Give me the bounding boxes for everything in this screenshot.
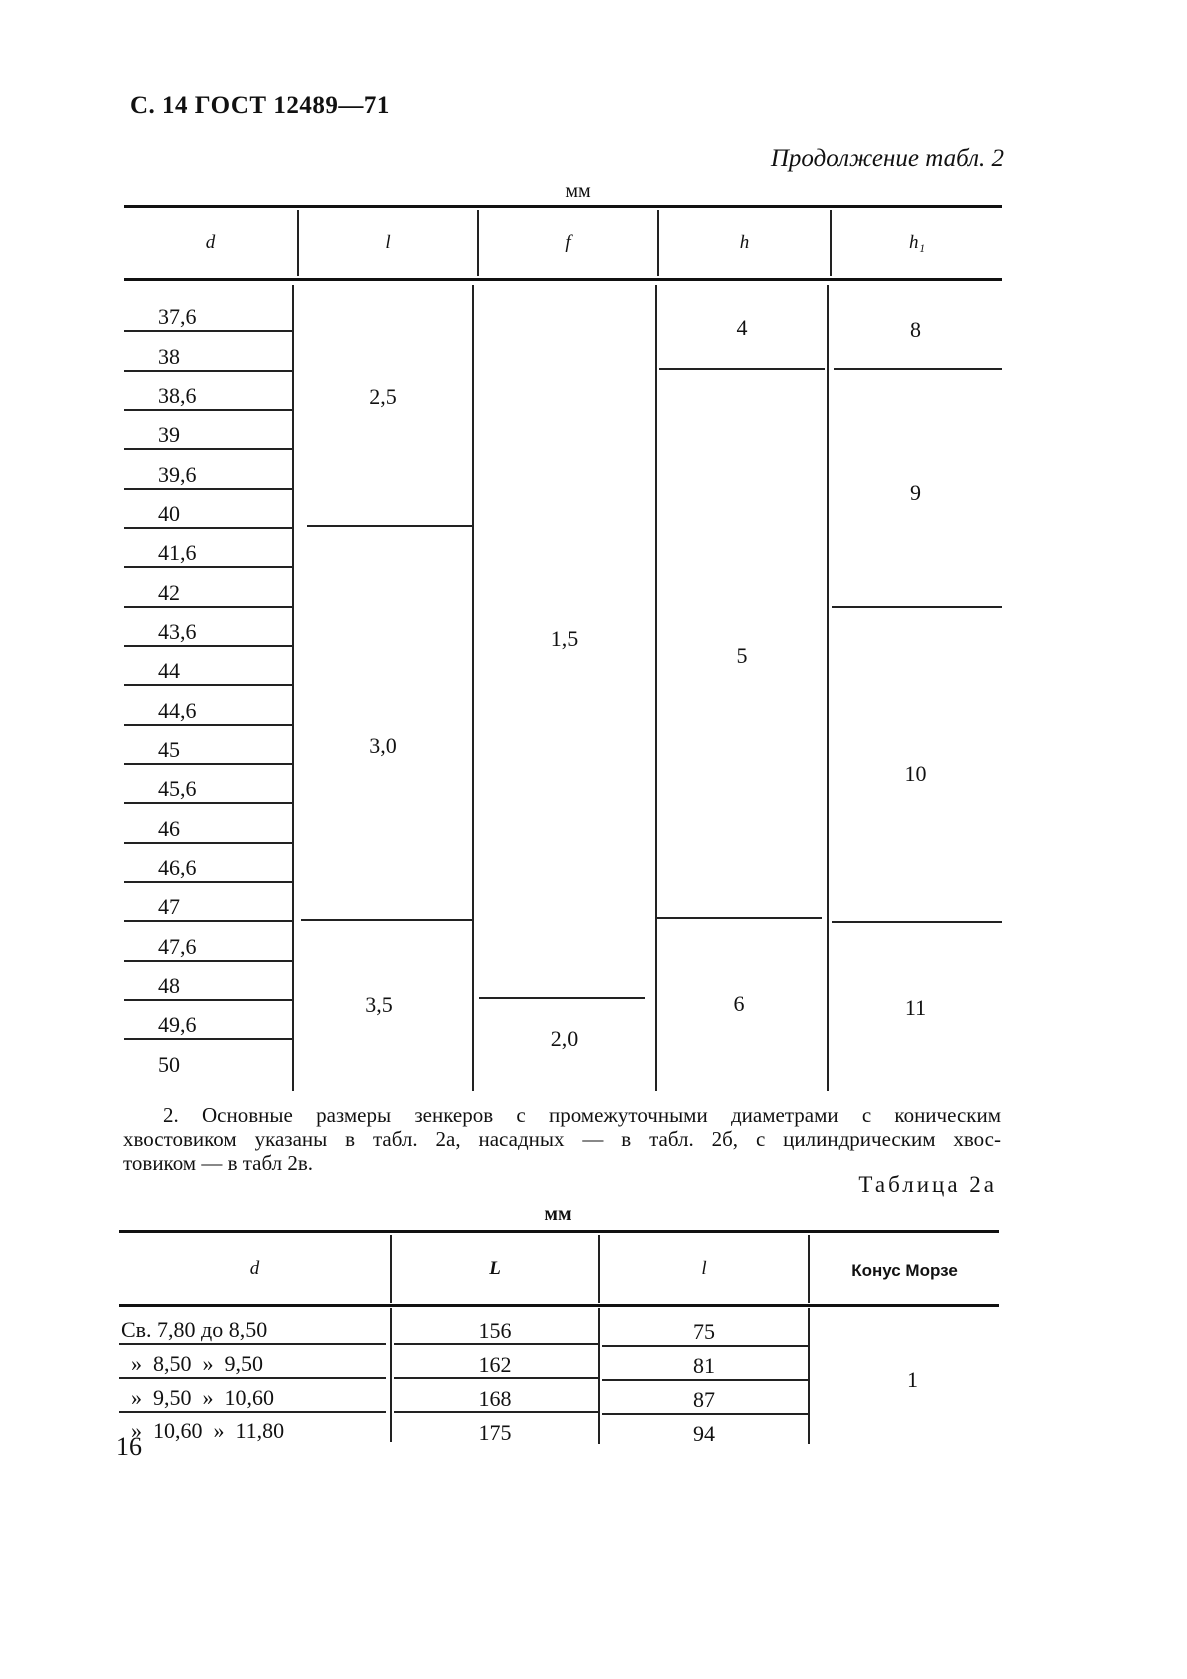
- paragraph-line: товиком — в табл 2в.: [123, 1151, 314, 1175]
- table-cell-d: 47,6: [158, 934, 197, 959]
- table-cell-L: 168: [478, 1386, 512, 1411]
- table-cell-d: 39: [158, 422, 180, 447]
- table-caption: Таблица 2а: [858, 1172, 997, 1197]
- table-continuation-caption: Продолжение табл. 2: [770, 145, 1004, 172]
- table-cell-l: 2,5: [369, 384, 397, 409]
- paragraph-line: 2. Основные размеры зенкеров с промежуточными диаметрами с коническим: [163, 1103, 1001, 1127]
- column-header-d: d: [249, 1258, 260, 1279]
- table-cell-l: 3,5: [365, 992, 393, 1017]
- table-cell-d: 38: [158, 344, 180, 369]
- table-cell-h1: 10: [904, 761, 927, 786]
- table-cell-l: 81: [693, 1353, 715, 1378]
- column-header-h: h: [739, 232, 750, 253]
- table-cell-d: Св. 7,80 до 8,50: [121, 1317, 268, 1342]
- table-cell-d: 50: [158, 1052, 180, 1077]
- table-cell-d: 49,6: [158, 1012, 197, 1037]
- table-cell-l: 87: [693, 1387, 715, 1412]
- column-header-morse-cone: Конус Морзе: [851, 1261, 958, 1280]
- table-cell-l: 3,0: [369, 733, 397, 758]
- page-number: 16: [116, 1432, 142, 1461]
- column-header-L: L: [489, 1258, 501, 1279]
- table-cell-d: 40: [158, 501, 180, 526]
- column-header-h1: h₁: [908, 232, 926, 253]
- table-cell-d: » 9,50 » 10,60: [131, 1385, 274, 1410]
- table-cell-l: 94: [693, 1421, 715, 1446]
- table-cell-h1: 8: [910, 317, 921, 342]
- table-cell-d: 41,6: [158, 540, 197, 565]
- table-cell-h: 4: [736, 315, 748, 340]
- table-cell-f: 1,5: [550, 626, 579, 651]
- table-cell-h: 5: [736, 643, 748, 668]
- table-cell-d: 44: [158, 658, 180, 683]
- units-label: мм: [565, 180, 591, 202]
- table-cell-L: 162: [478, 1352, 512, 1377]
- column-header-f: f: [565, 232, 571, 253]
- table-cell-l: 75: [693, 1319, 715, 1344]
- page-header: С. 14 ГОСТ 12489—71: [130, 92, 390, 119]
- table-cell-h1: 9: [910, 480, 921, 505]
- column-header-l: l: [385, 232, 391, 253]
- table-cell-morse-cone: 1: [907, 1367, 918, 1392]
- table-cell-f: 2,0: [550, 1026, 579, 1051]
- column-header-d: d: [205, 232, 216, 253]
- units-label: мм: [544, 1203, 572, 1225]
- table-cell-d: 45,6: [158, 776, 197, 801]
- table-cell-d: 39,6: [158, 462, 197, 487]
- table-cell-d: 45: [158, 737, 180, 762]
- table-cell-d: 38,6: [158, 383, 197, 408]
- table-cell-d: 43,6: [158, 619, 197, 644]
- table-cell-h1: 11: [904, 995, 927, 1020]
- table-cell-d: 47: [158, 894, 180, 919]
- paragraph-line: хвостовиком указаны в табл. 2а, насадных — в табл. 2б, с цилиндрическим хвос-: [123, 1127, 1001, 1151]
- table-cell-d: 37,6: [158, 304, 197, 329]
- column-header-l: l: [701, 1258, 707, 1279]
- table-cell-d: 42: [158, 580, 180, 605]
- table-cell-d: 48: [158, 973, 180, 998]
- table-cell-L: 175: [478, 1420, 512, 1445]
- table-cell-d: 44,6: [158, 698, 197, 723]
- table-cell-d: 46: [158, 816, 180, 841]
- table-cell-d: » 10,60 » 11,80: [131, 1418, 285, 1443]
- table-cell-L: 156: [478, 1318, 512, 1343]
- table-cell-d: » 8,50 » 9,50: [131, 1351, 263, 1376]
- table-cell-d: 46,6: [158, 855, 197, 880]
- table-cell-h: 6: [733, 991, 745, 1016]
